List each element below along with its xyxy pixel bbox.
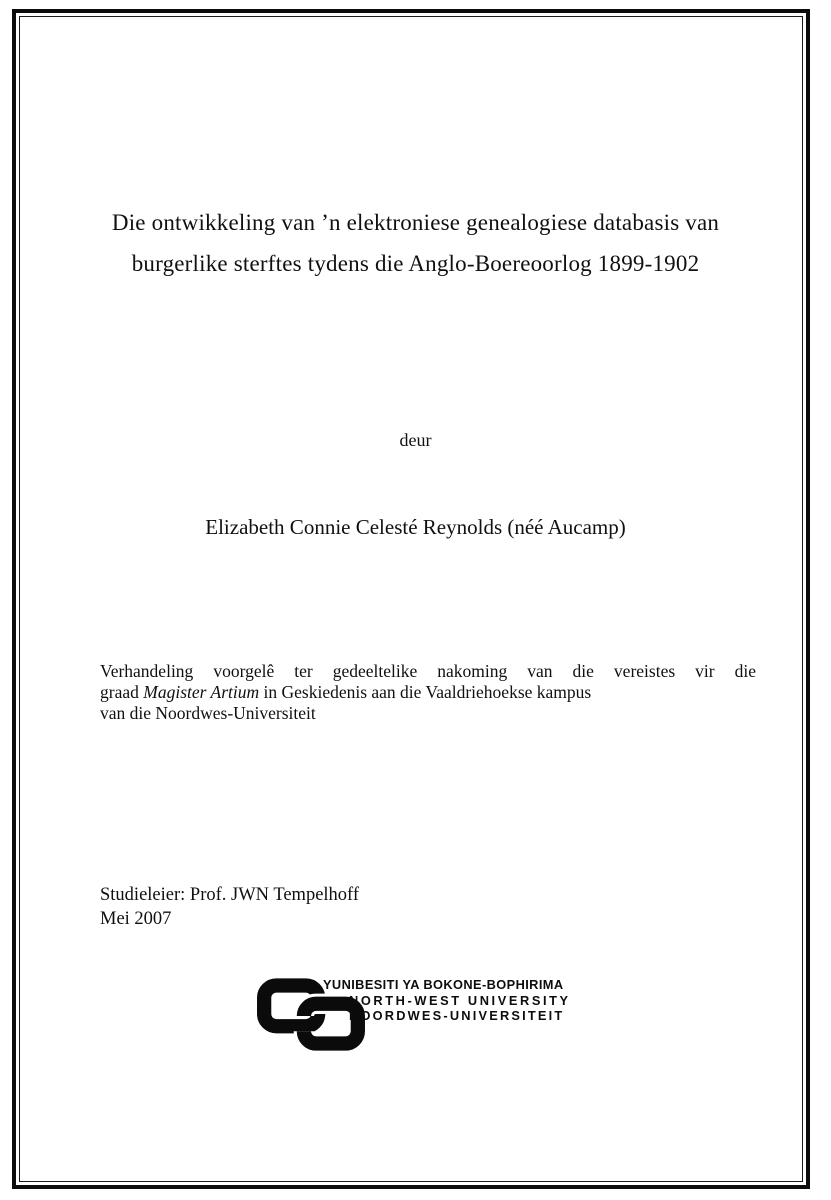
author-name: Elizabeth Connie Celesté Reynolds (néé Aucamp) — [205, 515, 626, 539]
degree-statement-line2 — [100, 682, 756, 703]
supervisor-block — [100, 884, 359, 931]
university-wordmark — [323, 977, 575, 1024]
thesis-title-line2: burgerlike sterftes tydens die Anglo-Boereoorlog 1899-1902 — [131, 251, 700, 276]
degree-statement-line3: van die Noordwes-Universiteit — [100, 703, 316, 723]
degree-name-italic: Magister Artium — [143, 682, 260, 702]
thesis-title-line1: Die ontwikkeling van ’n elektroniese genealogiese databasis van — [111, 210, 720, 235]
university-name-setswana: YUNIBESITI YA BOKONE-BOPHIRIMA — [323, 977, 564, 992]
thesis-title — [85, 202, 746, 284]
degree-statement-line2-prefix: graad — [100, 682, 144, 702]
university-name-english: NORTH-WEST UNIVERSITY — [349, 992, 571, 1008]
degree-statement-line1: Verhandeling voorgelê ter gedeeltelike nakoming van die vereistes vir die — [100, 661, 756, 681]
date-line: Mei 2007 — [100, 908, 172, 929]
university-name-afrikaans: NOORDWES-UNIVERSITEIT — [349, 1008, 565, 1024]
degree-statement-line2-suffix: in Geskiedenis aan die Vaaldriehoekse kampus — [259, 682, 592, 702]
supervisor-line: Studieleier: Prof. JWN Tempelhoff — [100, 885, 360, 905]
byline-label: deur — [399, 430, 432, 450]
degree-statement — [100, 661, 756, 724]
university-logo — [256, 974, 586, 1054]
